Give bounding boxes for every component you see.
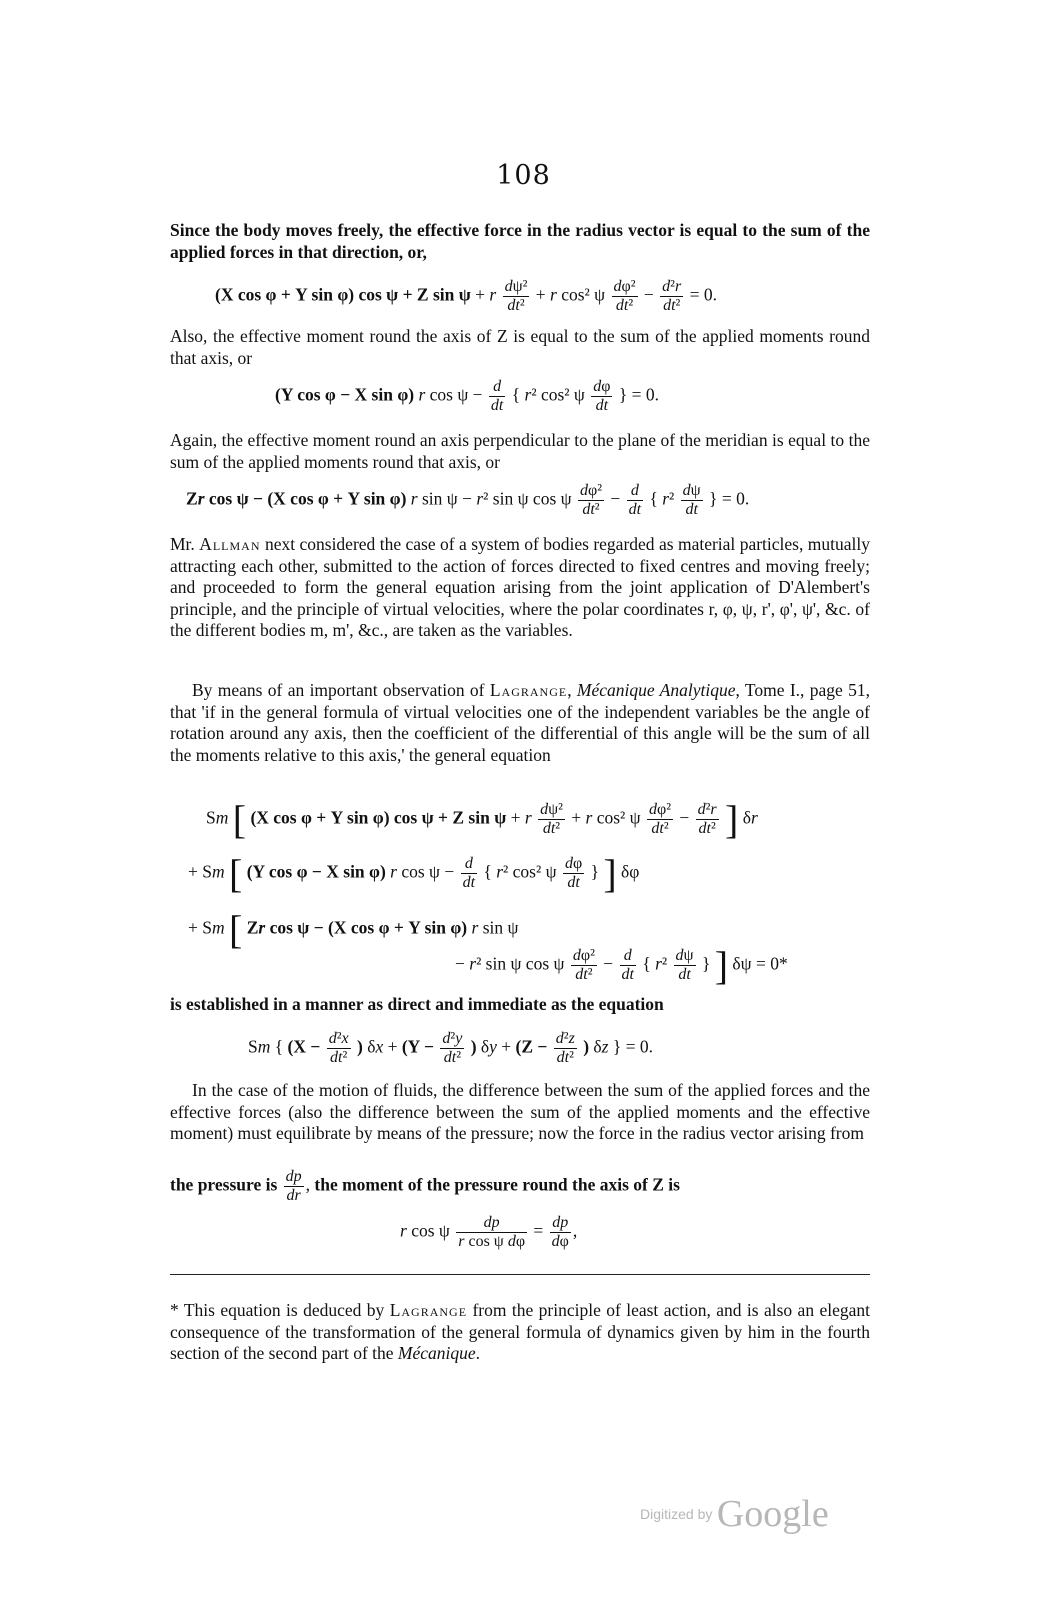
paragraph-7-text: In the case of the motion of fluids, the difference between the sum of the applied forces and the effective forces (also the difference between the sum of the applied moments and the effective moment) must equilibrate by means of the pressure; now the force in the radius vector arising from [170, 1080, 870, 1143]
book-title: Mécanique Analytique [576, 680, 736, 700]
paragraph-5: By means of an important observation of Lagrange, Mécanique Analytique, Tome I., page 51, that 'if in the general formula of virtual velocities one of the independent variables be the angle of rotation around any axis, then the coefficient of the differential of this angle will be the sum of all the moments relative to this axis,' the general equation [170, 680, 870, 765]
paragraph-3 [170, 430, 870, 473]
equation-4-line-3: + Sm [ Zr cos ψ − (X cos φ + Y sin φ) r sin ψ [188, 907, 519, 952]
paragraph-2 [170, 326, 870, 369]
paragraph-1 [170, 220, 870, 263]
paragraph-8-start: the pressure is [170, 1174, 278, 1195]
footnote-end: . [475, 1343, 481, 1363]
paragraph-5-text: , Tome I., page 51, that 'if in the general formula of virtual velocities one of the independent variables be the angle of rotation around any axis, then the coefficient of the differential of this angle will be the sum of all the moments relative to this axis,' the general equation [170, 680, 870, 765]
footnote-start: * This equation is deduced by [170, 1300, 390, 1320]
equation-2: (Y cos φ − X sin φ) r cos ψ − $\frac{d}{dt}$ { r² cos² ψ $\frac{d\varphi}{dt}$ } = 0. [275, 378, 660, 414]
footnote [170, 1300, 870, 1365]
watermark-small-text: Digitized by [640, 1506, 713, 1522]
footnote-author-name: Lagrange [389, 1300, 468, 1320]
paragraph-5-start: By means of an important observation of [192, 680, 490, 700]
paragraph-7 [170, 1080, 870, 1145]
paragraph-4 [170, 534, 870, 642]
equation-4-line-2: + Sm [ (Y cos φ − X sin φ) r cos ψ − $\frac{d}{dt}$ { r² cos² ψ $\frac{d\varphi}{dt}$ } ] δφ [188, 851, 640, 896]
footnote-book-title: Mécanique [397, 1343, 476, 1363]
paragraph-6-text: is established in a manner as direct and immediate as the equation [170, 994, 664, 1014]
footnote-text: from the principle of least action, and is also an elegant consequence of the transformation of the general formula of dynamics given by him in the fourth section of the second part of the [170, 1300, 870, 1363]
paragraph-4-text: next considered the case of a system of bodies regarded as material particles, mutually attracting each other, submitted to the action of forces directed to fixed centres and moving freely; and proceeded to form the general equation arising from the joint application of D'Alembert's principle, and the principle of virtual velocities, where the polar coordinates r, φ, ψ, r', φ', ψ', &c. of the different bodies m, m', &c., are taken as the variables. [170, 534, 870, 640]
footnote-divider [170, 1274, 870, 1275]
paragraph-1-text: Since the body moves freely, the effective force in the radius vector is equal to the sum of the applied forces in that direction, or, [170, 220, 870, 262]
author-name-allman: Allman [199, 534, 261, 554]
equation-5: Sm { (X − $\frac{\text{d²x}}{\text{dt²}}$ ) δx + (Y − $\frac{\text{d²y}}{\text{dt²}}$ ) δy + (Z − $\frac{\text{d²z}}{\text{dt²}}$ ) δz } = 0. [248, 1030, 653, 1066]
watermark-logo-text: Google [716, 1493, 829, 1535]
digitized-watermark [640, 1492, 829, 1536]
equation-3: Zr cos ψ − (X cos φ + Y sin φ) r sin ψ − r² sin ψ cos ψ $\frac{\text{dφ²}}{\text{dt²}}$ − $\frac{d}{dt}$ { r² $\frac{d\psi}{dt}$ } = 0. [186, 482, 750, 518]
paragraph-2-text: Also, the effective moment round the axis of Z is equal to the sum of the applied moments round that axis, or [170, 326, 870, 368]
equation-6: r cos ψ $\frac{dp}{\text{r cos ψ dφ}}$ = $\frac{dp}{d\varphi}$ , [400, 1214, 578, 1250]
paragraph-8-text: the moment of the pressure round the axis of Z is [314, 1174, 680, 1195]
paragraph-4-start: Mr. [170, 534, 200, 554]
author-name-lagrange: Lagrange [489, 680, 568, 700]
page-number: 108 [496, 160, 551, 191]
paragraph-8: the pressure is $\frac{dp}{dr}$ , the moment of the pressure round the axis of Z is [170, 1168, 680, 1204]
equation-4-line-4: − r² sin ψ cos ψ $\frac{\text{dφ²}}{\text{dt²}}$ − $\frac{d}{dt}$ { r² $\frac{d\psi}{dt}$ } ] δψ = 0* [455, 943, 788, 988]
equation-1: (X cos φ + Y sin φ) cos ψ + Z sin ψ + r $\frac{\text{dψ²}}{\text{dt²}}$ + r cos² ψ $\frac{\text{dφ²}}{\text{dt²}}$ − $\frac{\text{d²r}}{\text{dt²}}$ = 0. [215, 278, 717, 314]
paragraph-3-text: Again, the effective moment round an axis perpendicular to the plane of the meridian is equal to the sum of the applied moments round that axis, or [170, 430, 870, 472]
paragraph-6 [170, 994, 870, 1016]
equation-4-line-1: Sm [ (X cos φ + Y sin φ) cos ψ + Z sin ψ + r $\frac{\text{dψ²}}{\text{dt²}}$ + r cos² ψ $\frac{\text{dφ²}}{\text{dt²}}$ − $\frac{\text{d²r}}{\text{dt²}}$ ] δr [206, 797, 758, 842]
